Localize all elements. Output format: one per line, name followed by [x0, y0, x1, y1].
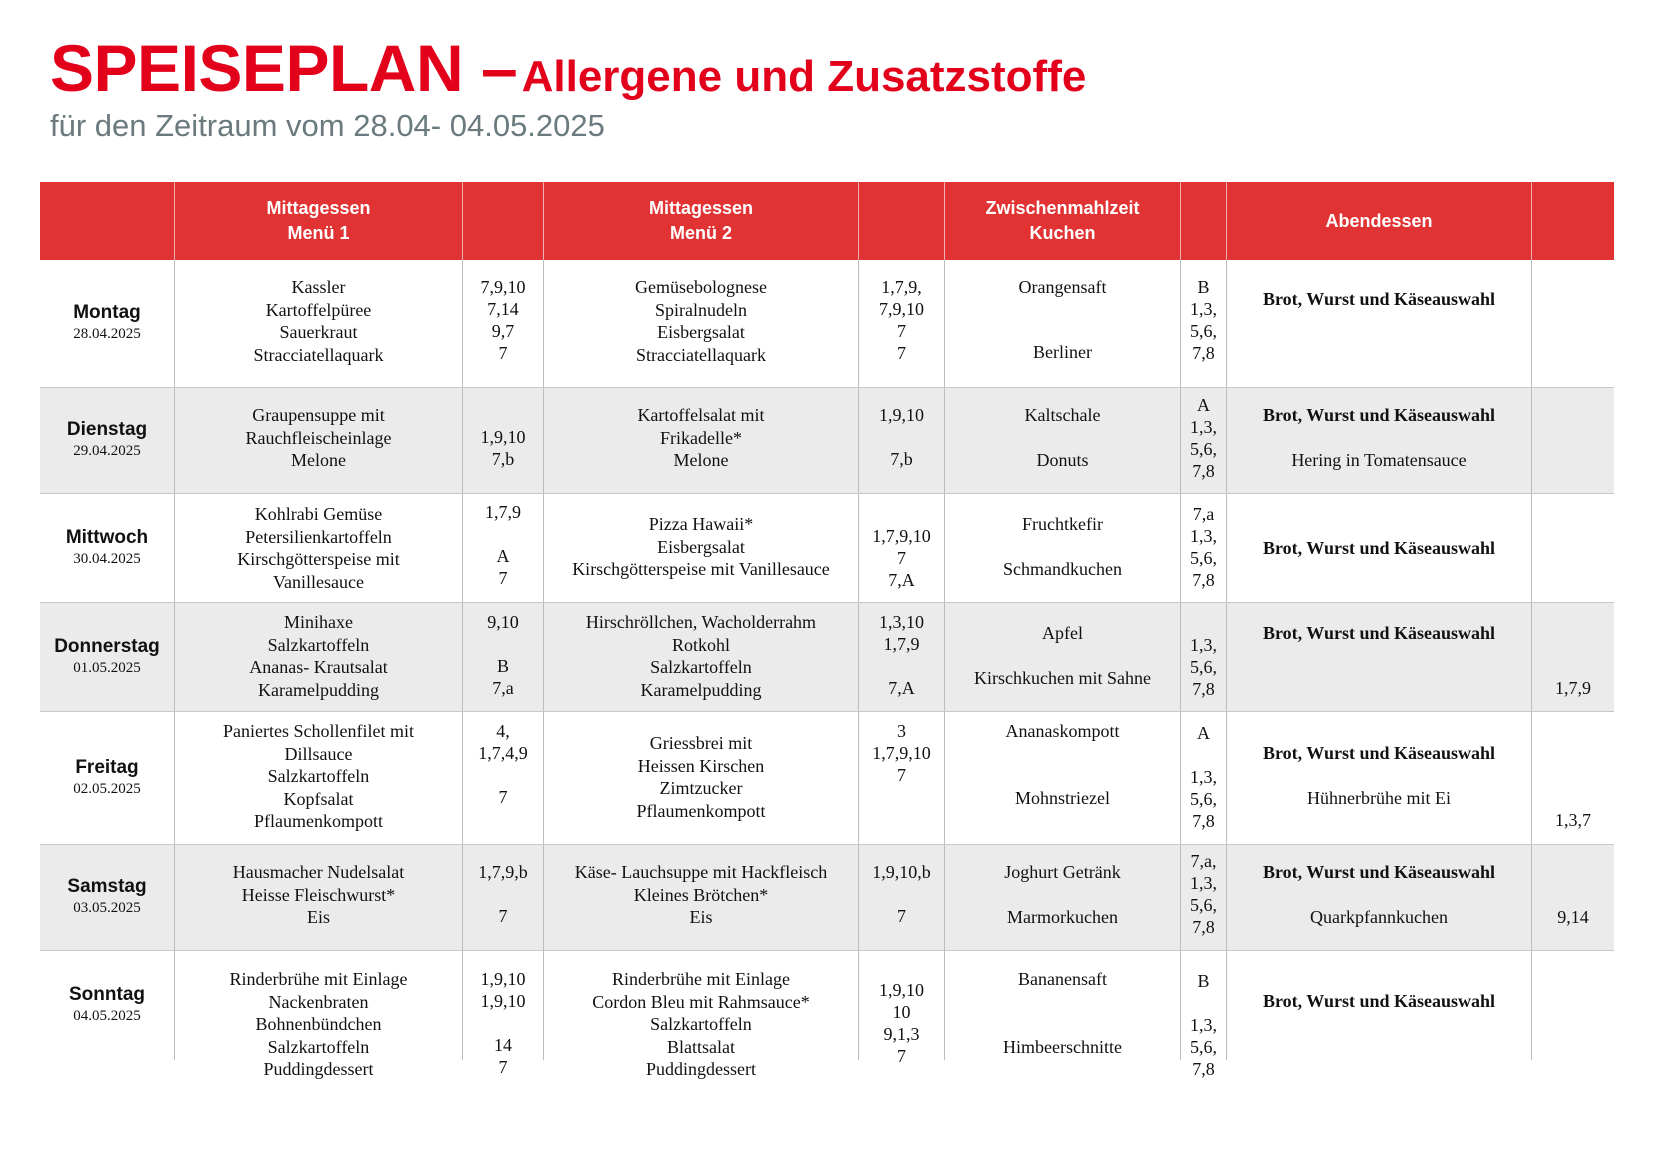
cell-menu2 [543, 845, 858, 950]
cell-snack [944, 845, 1180, 950]
cell-snack [944, 494, 1180, 602]
menu-item-text: Quarkpfannkuchen [1310, 907, 1448, 927]
allergen-codes: 7 [897, 1046, 906, 1066]
menu-item-text: Kaltschale [1024, 405, 1101, 425]
cell-day [40, 951, 174, 1060]
allergen-codes: 7,A [888, 570, 915, 590]
menu-item-text: Vanillesauce [273, 571, 364, 592]
cell-snack [944, 603, 1180, 711]
cell-snack [944, 260, 1180, 387]
allergen-codes: 7,14 [487, 299, 519, 319]
menu-item-text: Nackenbraten [268, 991, 369, 1012]
menu-item-text: Pflaumenkompott [636, 800, 766, 821]
cell-snack-codes [1180, 388, 1226, 493]
menu-item-text: Griessbrei mit [649, 733, 753, 753]
cell-dinner-codes [1531, 951, 1614, 1060]
cell-dinner-codes [1531, 494, 1614, 602]
cell-dinner [1226, 260, 1531, 387]
allergen-codes: 7 [498, 787, 508, 807]
menu-item-text: Brot, Wurst und Käseauswahl [1262, 289, 1496, 309]
menu-item-text: Hering in Tomatensauce [1291, 450, 1467, 470]
table-row [40, 260, 1614, 387]
menu-item-text: Karamelpudding [640, 679, 762, 700]
allergen-codes: 5,6, [1190, 789, 1217, 809]
menu-item-text: Heissen Kirschen [637, 755, 765, 776]
header-snack-codes [1180, 182, 1226, 260]
menu-item-text: Bananensaft [1018, 969, 1107, 989]
menu-item-text: Salzkartoffeln [650, 657, 752, 677]
cell-menu2-codes [858, 712, 944, 844]
menu-item-text: Eisbergsalat [657, 536, 745, 557]
allergen-codes: 7,8 [1192, 917, 1215, 937]
weekday-label: Mittwoch [65, 526, 149, 548]
weekday-label: Montag [73, 301, 141, 323]
header-menu2: Mittagessen Menü 2 [543, 182, 858, 260]
allergen-codes: 7,8 [1192, 343, 1215, 363]
allergen-codes: 7,A [888, 678, 915, 698]
allergen-codes: 1,7,4,9 [478, 743, 528, 763]
menu-item-text: Sauerkraut [279, 322, 358, 342]
allergen-codes: 1,7,9,b [478, 862, 528, 882]
allergen-codes: 9,7 [491, 321, 515, 341]
menu-item-text: Kleines Brötchen* [633, 884, 769, 905]
cell-day [40, 712, 174, 844]
cell-dinner-codes [1531, 388, 1614, 493]
table-row [40, 711, 1614, 844]
cell-menu2 [543, 712, 858, 844]
date-label: 02.05.2025 [73, 780, 141, 797]
date-label: 01.05.2025 [73, 659, 141, 676]
menu-item-text: Orangensaft [1018, 277, 1107, 297]
menu-item-text: Dillsauce [284, 743, 353, 764]
cell-menu1-codes [462, 845, 543, 950]
cell-snack [944, 712, 1180, 844]
menu-item-text: Brot, Wurst und Käseauswahl [1262, 991, 1496, 1011]
menu-item-text: Käse- Lauchsuppe mit Hackfleisch [574, 862, 828, 882]
allergen-codes: 3 [897, 721, 906, 741]
menu-item-text: Hausmacher Nudelsalat [232, 862, 405, 882]
menu-item-text: Frikadelle* [660, 427, 742, 448]
cell-menu2-codes [858, 603, 944, 711]
menu-item-text: Heisse Fleischwurst* [241, 884, 396, 905]
table-row [40, 602, 1614, 711]
menu-item-text: Rotkohl [671, 634, 730, 655]
allergen-codes: 10 [892, 1002, 911, 1022]
cell-menu2 [543, 951, 858, 1079]
menu-item-text: Melone [673, 450, 729, 470]
menu-item-text: Brot, Wurst und Käseauswahl [1262, 623, 1496, 643]
menu-item-text: Salzkartoffeln [650, 1014, 752, 1034]
menu-item-text: Mohnstriezel [1015, 788, 1110, 808]
menu-item-text: Pizza Hawaii* [648, 514, 754, 534]
allergen-codes: 7 [897, 765, 906, 785]
cell-snack-codes [1180, 845, 1226, 950]
menu-item-text: Apfel [1042, 623, 1083, 643]
menu-item-text: Kirschkuchen mit Sahne [974, 668, 1151, 688]
table-row [40, 950, 1614, 1079]
allergen-codes: 9,10 [487, 612, 519, 632]
allergen-codes: 7 [498, 906, 508, 926]
allergen-codes: 1,3, [1190, 873, 1217, 893]
menu-item-text: Eis [689, 907, 713, 927]
cell-dinner [1226, 603, 1531, 711]
cell-menu1-codes [462, 494, 543, 602]
menu-item-text: Kartoffelsalat mit [637, 405, 765, 425]
allergen-codes: 1,3, [1190, 1015, 1217, 1035]
cell-dinner-codes [1531, 845, 1614, 950]
table-row [40, 387, 1614, 493]
weekday-label: Donnerstag [54, 635, 160, 657]
allergen-codes: 5,6, [1190, 439, 1217, 459]
weekday-label: Freitag [75, 756, 139, 778]
cell-menu1-codes [462, 712, 543, 844]
allergen-codes: 1,7,9,10 [872, 743, 931, 763]
menu-item-text: Puddingdessert [263, 1059, 374, 1079]
allergen-codes: 1,7,9 [1555, 678, 1591, 698]
menu-item-text: Brot, Wurst und Käseauswahl [1262, 405, 1496, 425]
allergen-codes: 7 [897, 321, 906, 341]
allergen-codes: 1,3, [1190, 526, 1217, 546]
date-label: 03.05.2025 [73, 900, 141, 916]
cell-day [40, 494, 174, 602]
cell-menu1 [174, 494, 462, 602]
menu-item-text: Hühnerbrühe mit Ei [1307, 788, 1451, 808]
table-row [40, 844, 1614, 950]
cell-menu1 [174, 388, 462, 493]
cell-day [40, 388, 174, 493]
allergen-codes: 7,a [1192, 504, 1215, 524]
allergen-codes: A [1197, 395, 1210, 415]
menu-item-text: Kirschgötterspeise mit [237, 549, 400, 569]
allergen-codes: 1,7,9, [881, 277, 922, 297]
allergen-codes: 1,3, [1190, 635, 1217, 655]
menu-item-text: Ananaskompott [1005, 721, 1120, 741]
menu-item-text: Stracciatellaquark [636, 344, 766, 365]
allergen-codes: 5,6, [1190, 321, 1217, 341]
cell-menu2-codes [858, 494, 944, 602]
allergen-codes: 1,3, [1190, 417, 1217, 437]
allergen-codes: 1,3,7 [1555, 810, 1591, 830]
allergen-codes: 1,7,9 [485, 502, 521, 522]
menu-item-text: Rinderbrühe mit Einlage [229, 969, 408, 989]
allergen-codes: 1,9,10 [480, 427, 526, 447]
cell-menu2-codes [858, 845, 944, 950]
menu-item-text: Paniertes Schollenfilet mit [223, 721, 414, 741]
menu-item-text: Cordon Bleu mit Rahmsauce* [592, 991, 810, 1012]
menu-item-text: Kartoffelpüree [265, 299, 372, 320]
cell-snack-codes [1180, 951, 1226, 1079]
cell-menu1 [174, 603, 462, 711]
menu-item-text: Rauchfleischeinlage [245, 427, 392, 448]
allergen-codes: 1,9,10 [879, 405, 924, 425]
menu-item-text: Blattsalat [667, 1036, 735, 1057]
header-menu1-codes [462, 182, 543, 260]
menu-item-text: Ananas- Krautsalat [249, 657, 388, 677]
menu-item-text: Pflaumenkompott [254, 811, 383, 831]
title-main: SPEISEPLAN – [50, 31, 518, 105]
menu-item-text: Kirschgötterspeise mit Vanillesauce [572, 559, 830, 579]
allergen-codes: A [496, 546, 510, 566]
header-menu1: Mittagessen Menü 1 [174, 182, 462, 260]
cell-dinner [1226, 494, 1531, 602]
table-row [40, 493, 1614, 602]
cell-snack-codes [1180, 603, 1226, 711]
allergen-codes: 7 [897, 548, 906, 568]
menu-item-text: Salzkartoffeln [267, 766, 370, 786]
allergen-codes: 5,6, [1190, 895, 1217, 915]
cell-day [40, 260, 174, 387]
cell-menu1-codes [462, 388, 543, 493]
menu-item-text: Graupensuppe mit [252, 405, 385, 425]
cell-dinner [1226, 951, 1531, 1060]
weekday-label: Dienstag [66, 419, 148, 440]
cell-menu1-codes [462, 260, 543, 387]
allergen-codes: 7,a [492, 678, 514, 698]
cell-dinner [1226, 845, 1531, 950]
allergen-codes: 5,6, [1190, 1037, 1217, 1057]
allergen-codes: 1,9,10 [480, 969, 526, 989]
allergen-codes: 1,9,10 [879, 980, 924, 1000]
header-day [40, 182, 174, 260]
menu-item-text: Melone [291, 450, 346, 470]
allergen-codes: 1,3, [1190, 767, 1217, 787]
date-label: 30.04.2025 [73, 550, 141, 567]
allergen-codes: B [1197, 971, 1210, 991]
cell-menu2 [543, 603, 858, 711]
allergen-codes: 1,7,9 [883, 634, 920, 654]
allergen-codes: 7,8 [1192, 570, 1215, 590]
allergen-codes: 4, [496, 721, 510, 741]
cell-snack-codes [1180, 712, 1226, 844]
allergen-codes: 5,6, [1190, 548, 1217, 568]
menu-item-text: Eisbergsalat [657, 322, 745, 342]
header-snack: Zwischenmahlzeit Kuchen [944, 182, 1180, 260]
allergen-codes: 9,1,3 [883, 1024, 920, 1044]
menu-item-text: Karamelpudding [258, 679, 379, 700]
menu-item-text: Gemüsebolognese [635, 277, 767, 297]
cell-snack-codes [1180, 260, 1226, 387]
allergen-codes: 7,b [491, 449, 515, 469]
allergen-codes: 7 [897, 906, 906, 926]
date-range-subtitle: für den Zeitraum vom 28.04- 04.05.2025 [50, 108, 605, 143]
allergen-codes: 1,3, [1190, 299, 1217, 319]
page-title [50, 30, 1086, 106]
allergen-codes: 1,3,10 [879, 612, 924, 632]
cell-menu1-codes [462, 951, 543, 1077]
menu-item-text: Puddingdessert [646, 1059, 756, 1079]
cell-menu1 [174, 951, 462, 1079]
menu-item-text: Rinderbrühe mit Einlage [612, 969, 790, 989]
weekday-label: Samstag [67, 876, 147, 897]
cell-dinner [1226, 712, 1531, 844]
cell-dinner-codes [1531, 260, 1614, 387]
title-sub: Allergene und Zusatzstoffe [521, 52, 1087, 101]
date-label: 04.05.2025 [73, 1008, 141, 1024]
menu-item-text: Donuts [1036, 450, 1089, 470]
header-dinner: Abendessen [1226, 182, 1531, 260]
date-label: 28.04.2025 [73, 325, 141, 342]
cell-day [40, 603, 174, 711]
menu-item-text: Joghurt Getränk [1004, 862, 1121, 882]
allergen-codes: 9,14 [1557, 907, 1589, 927]
menu-item-text: Spiralnudeln [655, 299, 747, 320]
menu-item-text: Zimtzucker [659, 778, 743, 798]
menu-item-text: Kopfsalat [283, 788, 354, 809]
cell-menu1 [174, 712, 462, 844]
cell-dinner-codes [1531, 712, 1614, 844]
cell-snack [944, 951, 1180, 1060]
menu-item-text: Himbeerschnitte [1003, 1036, 1122, 1057]
menu-item-text: Eis [306, 907, 330, 927]
allergen-codes: 7,b [890, 449, 913, 469]
cell-menu2 [543, 260, 858, 387]
menu-item-text: Kassler [291, 277, 346, 297]
allergen-codes: B [496, 656, 509, 676]
header-dinner-codes [1531, 182, 1614, 260]
allergen-codes: 7,8 [1192, 679, 1215, 699]
menu-item-text: Berliner [1033, 342, 1092, 362]
menu-item-text: Brot, Wurst und Käseauswahl [1262, 538, 1496, 558]
cell-menu1 [174, 845, 462, 950]
allergen-codes: 7 [498, 343, 508, 363]
cell-menu2 [543, 388, 858, 493]
allergen-codes: 5,6, [1190, 657, 1217, 677]
cell-dinner-codes [1531, 603, 1614, 711]
cell-menu2-codes [858, 388, 944, 493]
allergen-codes: 7,9,10 [879, 299, 924, 319]
cell-menu1-codes [462, 603, 543, 711]
cell-snack-codes [1180, 494, 1226, 602]
menu-item-text: Stracciatellaquark [253, 344, 384, 365]
menu-item-text: Marmorkuchen [1007, 907, 1118, 927]
allergen-codes: A [1197, 723, 1210, 743]
allergen-codes: 7,9,10 [480, 277, 526, 297]
cell-day [40, 845, 174, 950]
allergen-codes: 7 [897, 343, 906, 363]
allergen-codes: 7 [498, 568, 508, 588]
cell-menu1 [174, 260, 462, 387]
allergen-codes: 14 [494, 1035, 512, 1055]
menu-item-text: Hirschröllchen, Wacholderrahm [585, 612, 817, 632]
menu-item-text: Kohlrabi Gemüse [254, 504, 383, 524]
cell-menu2 [543, 494, 858, 602]
allergen-codes: B [1197, 277, 1210, 297]
header-menu2-codes [858, 182, 944, 260]
menu-item-text: Brot, Wurst und Käseauswahl [1262, 862, 1496, 882]
menu-item-text: Schmandkuchen [1003, 559, 1122, 579]
cell-dinner [1226, 388, 1531, 493]
allergen-codes: 7,8 [1192, 461, 1215, 481]
cell-snack [944, 388, 1180, 493]
menu-item-text: Minihaxe [284, 612, 353, 632]
menu-item-text: Fruchtkefir [1022, 514, 1103, 534]
allergen-codes: 1,7,9,10 [872, 526, 931, 546]
allergen-codes: 7 [498, 1057, 508, 1077]
menu-item-text: Salzkartoffeln [267, 634, 370, 655]
allergen-codes: 1,9,10 [480, 991, 526, 1011]
cell-menu2-codes [858, 260, 944, 387]
weekday-label: Sonntag [69, 984, 145, 1005]
allergen-codes: 7,8 [1192, 1059, 1215, 1079]
cell-menu2-codes [858, 951, 944, 1066]
menu-item-text: Brot, Wurst und Käseauswahl [1262, 743, 1496, 763]
menu-item-text: Petersilienkartoffeln [245, 526, 392, 547]
table-header-row [40, 182, 1614, 260]
menu-item-text: Salzkartoffeln [267, 1036, 370, 1057]
date-label: 29.04.2025 [73, 443, 141, 459]
allergen-codes: 7,a, [1190, 851, 1217, 871]
allergen-codes: 7,8 [1192, 811, 1215, 831]
menu-item-text: Bohnenbündchen [255, 1014, 382, 1034]
allergen-codes: 1,9,10,b [872, 862, 931, 882]
